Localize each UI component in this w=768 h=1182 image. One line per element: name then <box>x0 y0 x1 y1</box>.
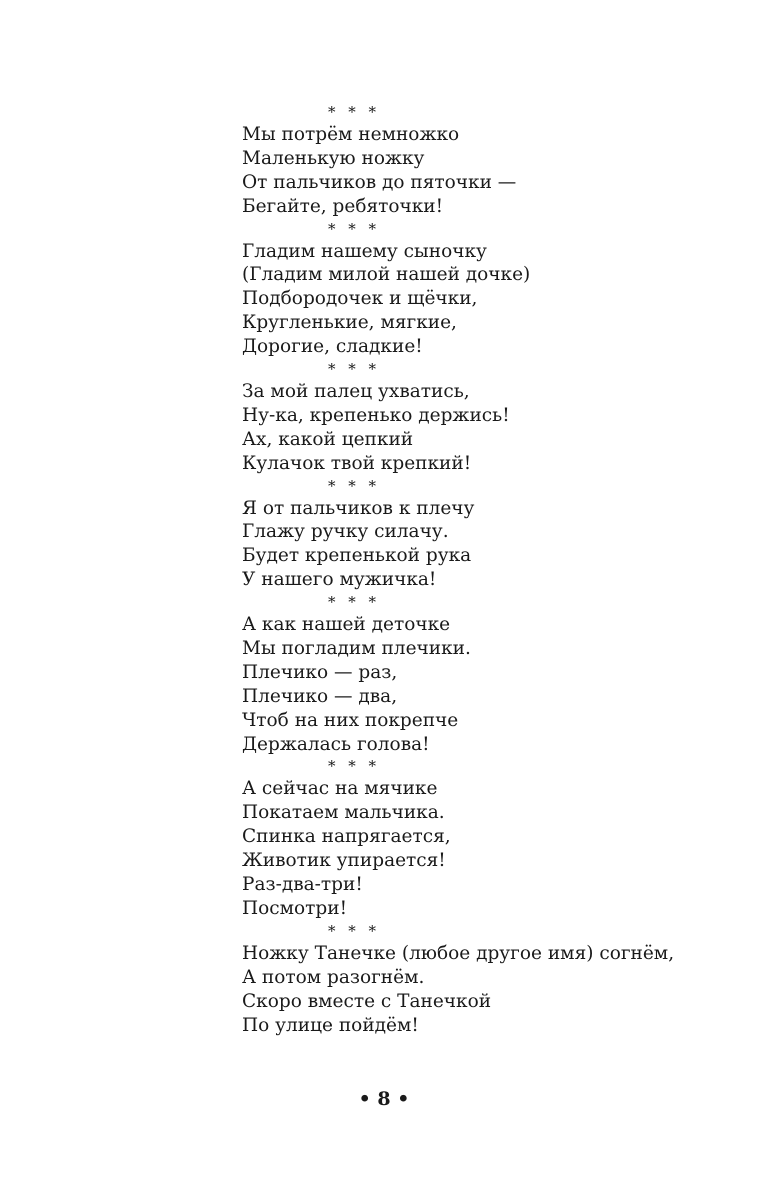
stanza <box>242 217 742 359</box>
poem-line: Спинка напрягается, <box>242 826 451 848</box>
poem-line: Кругленькие, мягкие, <box>242 312 457 334</box>
stanza-separator: * * * <box>328 593 381 612</box>
poem-line: Будет крепенькой рука <box>242 545 472 567</box>
poem-line: От пальчиков до пяточки — <box>242 171 517 193</box>
poem-line: Гладим нашему сыночку <box>242 240 487 262</box>
poem-line: Раз-два-три! <box>242 874 363 896</box>
stanza <box>242 357 742 476</box>
stanza-separator: * * * <box>328 103 381 121</box>
poem-line: Мы погладим плечики. <box>242 638 471 660</box>
stanza-separator: * * * <box>328 476 381 495</box>
poem-line: Ножку Танечке (любое другое имя) согнём, <box>242 942 675 964</box>
poem-line: А сейчас на мячике <box>242 778 438 800</box>
poem-line: Кулачок твой крепкий! <box>242 452 472 474</box>
stanza <box>242 474 742 593</box>
poem-line: По улице пойдём! <box>242 1014 419 1036</box>
poem-line: Мы потрём немножко <box>242 124 460 145</box>
poem-line: А как нашей деточке <box>242 614 451 636</box>
poem-line: Посмотри! <box>242 897 348 919</box>
poem-line: Ах, какой цепкий <box>242 428 414 450</box>
stanza-separator: * * * <box>328 219 381 238</box>
poem-line: Плечико — два, <box>242 685 398 707</box>
poem-line: А потом разогнём. <box>242 966 425 988</box>
poem-line: Чтоб на них покрепче <box>242 709 459 731</box>
poem-line: Ну-ка, крепенько держись! <box>242 404 510 426</box>
poem-line: Покатаем мальчика. <box>242 802 445 824</box>
poem-line: Я от пальчиков к плечу <box>242 497 475 519</box>
poem-body <box>242 102 742 1037</box>
poem-line: Маленькую ножку <box>242 147 425 169</box>
poem-line: Подбородочек и щёчки, <box>242 288 478 310</box>
poem-line: За мой палец ухватись, <box>242 381 470 403</box>
poem-line: Животик упирается! <box>242 850 446 872</box>
stanza-separator: * * * <box>328 757 381 776</box>
poem-line: У нашего мужичка! <box>242 569 437 591</box>
stanza <box>242 754 742 920</box>
poem-line: (Гладим милой нашей дочке) <box>242 264 531 286</box>
stanza <box>242 100 742 219</box>
poem-line: Плечико — раз, <box>242 661 398 683</box>
stanza-separator: * * * <box>328 921 381 940</box>
poem-line: Скоро вместе с Танечкой <box>242 990 492 1012</box>
page-number: • 8 • <box>358 1088 410 1110</box>
stanza <box>242 590 742 756</box>
poem-line: Глажу ручку силачу. <box>242 521 449 543</box>
poem-line: Бегайте, ребяточки! <box>242 195 444 217</box>
stanza <box>242 919 742 1038</box>
poem-line: Дорогие, сладкие! <box>242 336 423 358</box>
poem-line: Держалась голова! <box>242 733 430 755</box>
stanza-separator: * * * <box>328 360 381 379</box>
